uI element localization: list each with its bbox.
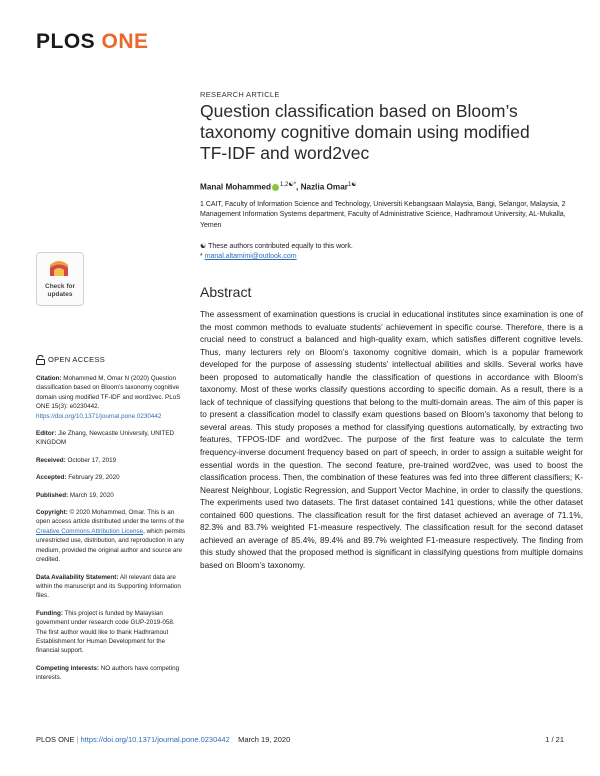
journal-logo: [36, 30, 149, 54]
published-label: Published:: [36, 491, 69, 499]
published-date: March 19, 2020: [68, 491, 114, 499]
page-number: 1 / 21: [545, 735, 564, 744]
corresponding-mark: *: [200, 253, 203, 260]
competing-interests-label: Competing interests:: [36, 664, 99, 672]
article-title: Question classification based on Bloom’s taxonomy cognitive domain using modified TF-IDF and word2vec: [200, 101, 530, 163]
editor-label: Editor:: [36, 430, 57, 438]
author-separator: ,: [296, 182, 301, 192]
author-line: [200, 181, 357, 192]
article-info-sidebar: [36, 355, 186, 691]
funding-block: [36, 609, 186, 656]
footer-journal: PLOS ONE: [36, 735, 75, 744]
published-block: [36, 491, 186, 500]
funding-text: This project is funded by Malaysian government under research code GUP-2019-058. The first author would like to thank Hadhramout Establishment for Human Development for the financial support.: [36, 609, 175, 655]
citation-doi-link[interactable]: https://doi.org/10.1371/journal.pone.0230442: [36, 412, 162, 420]
badge-line-1: Check for: [45, 283, 75, 290]
footer-separator: |: [74, 735, 81, 744]
competing-interests-text: NO authors have competing interests.: [36, 664, 180, 682]
received-date: October 17, 2019: [65, 456, 117, 464]
received-label: Received:: [36, 456, 66, 464]
received-block: [36, 456, 186, 465]
funding-label: Funding:: [36, 609, 63, 617]
badge-line-2: updates: [47, 291, 73, 298]
check-updates-icon: [48, 259, 70, 277]
data-availability-text: All relevant data are within the manuscript and its Supporting Information files.: [36, 573, 181, 600]
competing-interests-block: [36, 664, 186, 683]
corresponding-email-link[interactable]: manal.altamimi@outlook.com: [204, 253, 297, 260]
data-availability-block: [36, 573, 186, 601]
footer-date: March 19, 2020: [238, 735, 291, 744]
author-1-affil-marks: 1,2☯*: [279, 182, 297, 188]
editor-block: [36, 429, 186, 448]
copyright-block: [36, 508, 186, 564]
equal-contribution-note: ☯ These authors contributed equally to this work.: [200, 243, 353, 250]
abstract-heading: Abstract: [200, 284, 252, 300]
citation-text: Mohammed M, Omar N (2020) Question classification based on Bloom’s taxonomy cognitive domain using modified TF-IDF and word2vec. PLoS ONE 15(3): e0230442.: [36, 375, 181, 411]
open-access-row: [36, 355, 186, 365]
logo-plos-text: PLOS: [36, 30, 96, 53]
author-2-name[interactable]: Nazlia Omar: [300, 182, 348, 192]
abstract-text: The assessment of examination questions is crucial in educational institutes since examination is one of the most common methods to evaluate students’ achievement in specific course. Therefore, there is a crucial need to construct a balanced and high-quality exam, which satisfies different cognitive levels. Thus, many lecturers rely on Bloom’s taxonomy cognitive domain, which is a popular framework developed for the purpose of assessing students’ intellectual abilities and skills. Several works have been proposed to automatically handle the classification of questions in accordance with Bloom’s taxonomy. Most of these works classify questions according to specific domain. As a result, there is a lack of technique of classifying questions that belong to the multi-domain areas. The aim of this paper is to present a classification model to classify exam questions based on Bloom’s taxonomy that belong to several areas. This study proposes a method for classifying questions automatically, by extracting two features, TFPOS-IDF and word2vec. The purpose of the first feature was to calculate the term frequency-inverse document frequency based on part of speech, in order to assign a suitable weight for essential words in the question. The second feature, pre-trained word2vec, was used to boost the classification process. Then, the combination of these features was fed into three different classifiers; K-Nearest Neighbour, Logistic Regression, and Support Vector Machine, in order to classify the questions. The experiments used two datasets. The first dataset contained 141 questions, while the other dataset contained 600 questions. The classification result for the first dataset achieved an average of 71.1%, 82.3% and 83.7% weighted F1-measure respectively. The classification result for the second dataset achieved an average of 85.4%, 89.4% and 89.7% weighted F1-measure respectively. The finding from this study showed that the proposed method is significant in classifying questions from multiple domains based on Bloom’s taxonomy.: [200, 310, 583, 570]
license-link[interactable]: Creative Commons Attribution License: [36, 527, 144, 535]
copyright-text-cont: , which permits unrestricted use, distribution, and reproduction in any medium, provided the original author and source are credited.: [36, 527, 186, 564]
accepted-block: [36, 473, 186, 482]
editor-text: Jie Zhang, Newcastle University, UNITED KINGDOM: [36, 430, 175, 447]
author-2-affil-marks: 1☯: [347, 182, 357, 188]
accepted-date: February 29, 2020: [66, 474, 120, 482]
open-lock-icon: [36, 355, 45, 365]
corresponding-email-line: [200, 252, 580, 262]
data-availability-label: Data Availability Statement:: [36, 573, 119, 581]
copyright-text: © 2020 Mohammed, Omar. This is an open access article distributed under the terms of the: [36, 509, 185, 526]
citation-block: [36, 374, 186, 421]
check-for-updates-badge[interactable]: [36, 252, 84, 306]
logo-one-text: ONE: [101, 30, 149, 53]
citation-label: Citation:: [36, 375, 62, 382]
accepted-label: Accepted:: [36, 474, 67, 482]
page-footer: [36, 735, 564, 744]
article-type-label: RESEARCH ARTICLE: [200, 90, 280, 99]
author-1-name[interactable]: Manal Mohammed: [200, 182, 271, 192]
orcid-icon[interactable]: [272, 184, 279, 191]
copyright-label: Copyright:: [36, 509, 68, 517]
badge-text: [37, 283, 83, 299]
affiliations: 1 CAIT, Faculty of Information Science and Technology, Universiti Kebangsaan Malaysia, Bangi, Selangor, Malaysia, 2 Management Information Systems department, Faculty of Administrative Science, Hadhramout University, AL-Mukalla, Yemen: [200, 201, 566, 229]
open-access-label: OPEN ACCESS: [48, 355, 106, 365]
footer-doi-link[interactable]: https://doi.org/10.1371/journal.pone.0230442: [80, 735, 230, 744]
author-notes: [200, 242, 580, 262]
